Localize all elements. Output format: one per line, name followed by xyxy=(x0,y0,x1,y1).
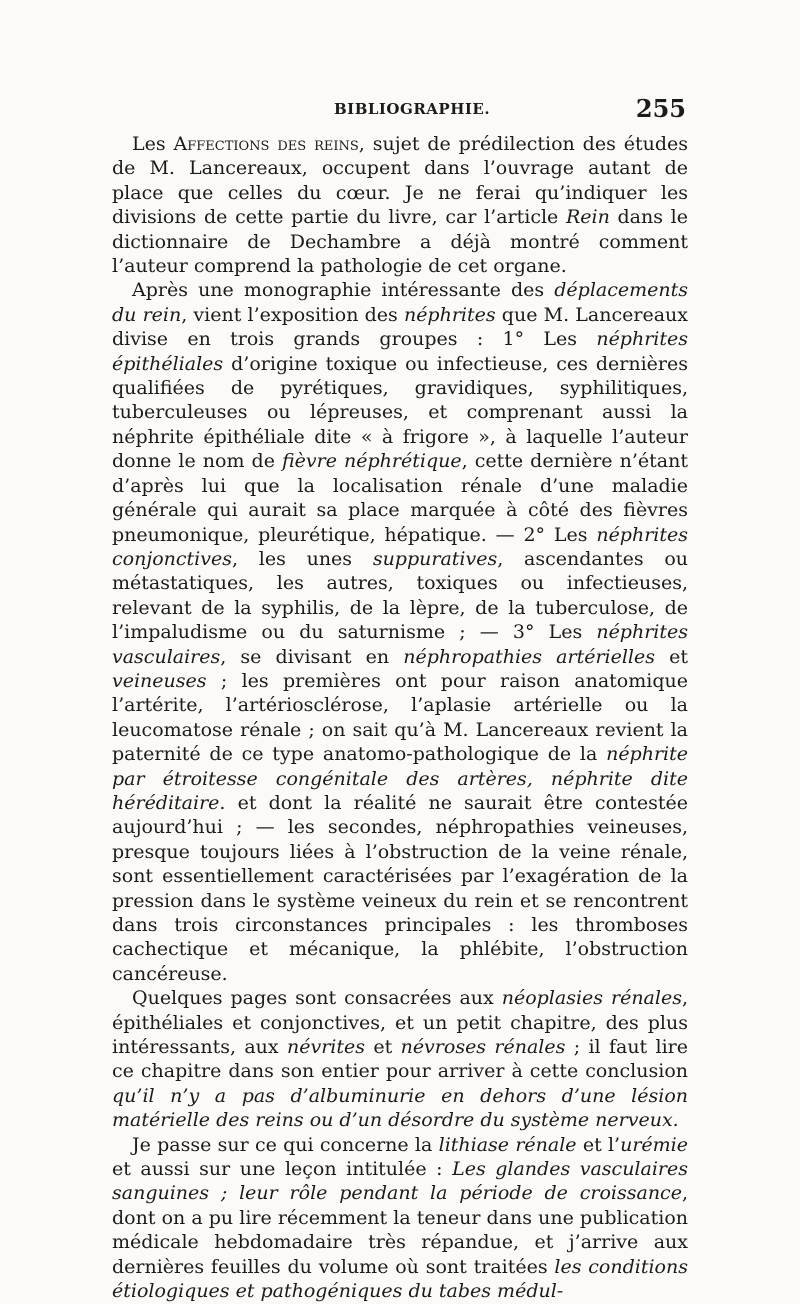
paragraph-lithiase: Je passe sur ce qui concerne la lithiase rénale et l’urémie et aussi sur une leçon intitulée : Les glandes vasculaires sanguines ; leur rôle pendant la période de croissance, dont on a pu lire récemment la teneur dans une publication médicale hebdomadaire très répandue, et j’arrive aux dernières feuilles du volume où sont traitées les conditions étiologiques et pathogéniques du tabes médul- xyxy=(112,1133,688,1303)
paragraph-nephrites: Après une monographie intéressante des déplacements du rein, vient l’exposition des néphrites que M. Lancereaux divise en trois grands groupes : 1° Les néphrites épithéliales d’origine toxique ou infectieuse, ces dernières qualifiées de pyrétiques, gravidiques, syphilitiques, tuberculeuses ou lépreuses, et comprenant aussi la néphrite épithéliale dite « à frigore », à laquelle l’auteur donne le nom de fièvre néphrétique, cette dernière n’étant d’après lui que la localisation rénale d’une maladie générale qui aurait sa place marquée à côté des fièvres pneumonique, pleurétique, hépatique. — 2° Les néphrites conjonctives, les unes suppuratives, ascendantes ou métastatiques, les autres, toxiques ou infectieuses, relevant de la syphilis, de la lèpre, de la tuberculose, de l’impaludisme ou du saturnisme ; — 3° Les néphrites vasculaires, se divisant en néphropathies artérielles et veineuses ; les premières ont pour raison anatomique l’artérite, l’artériosclérose, l’aplasie artérielle ou la leucomatose rénale ; on sait qu’à M. Lancereaux revient la paternité de ce type anatomo-pathologique de la néphrite par étroitesse congénitale des artères, néphrite dite héréditaire. et dont la réalité ne saurait être contestée aujourd’hui ; — les secondes, néphropathies veineuses, presque toujours liées à l’obstruction de la veine rénale, sont essentiellement caractérisées par l’exagération de la pression dans le système veineux du rein et se rencontrent dans trois circonstances principales : les thromboses cachectique et mécanique, la phlébite, l’obstruction cancéreuse. xyxy=(112,279,689,985)
running-head: BIBLIOGRAPHIE. xyxy=(334,100,491,118)
page-header xyxy=(118,94,686,128)
paragraph-neoplasies: Quelques pages sont consacrées aux néoplasies rénales, épithéliales et conjonctives, et un petit chapitre, des plus intéressants, aux névrites et névroses rénales ; il faut lire ce chapitre dans son entier pour arriver à cette conclusion qu’il n’y a pas d’albuminurie en dehors d’une lésion matérielle des reins ou d’un désordre du système nerveux. xyxy=(112,987,689,1132)
paragraph-renal-affections: Les Affections des reins, sujet de prédilection des études de M. Lancereaux, occupent dans l’ouvrage autant de place que celles du cœur. Je ne ferai qu’indiquer les divisions de cette partie du livre, car l’article Rein dans le dictionnaire de Dechambre a déjà montré comment l’auteur comprend la pathologie de cet organe. xyxy=(112,133,688,278)
page-number: 255 xyxy=(635,94,686,123)
body-text xyxy=(112,132,688,1304)
